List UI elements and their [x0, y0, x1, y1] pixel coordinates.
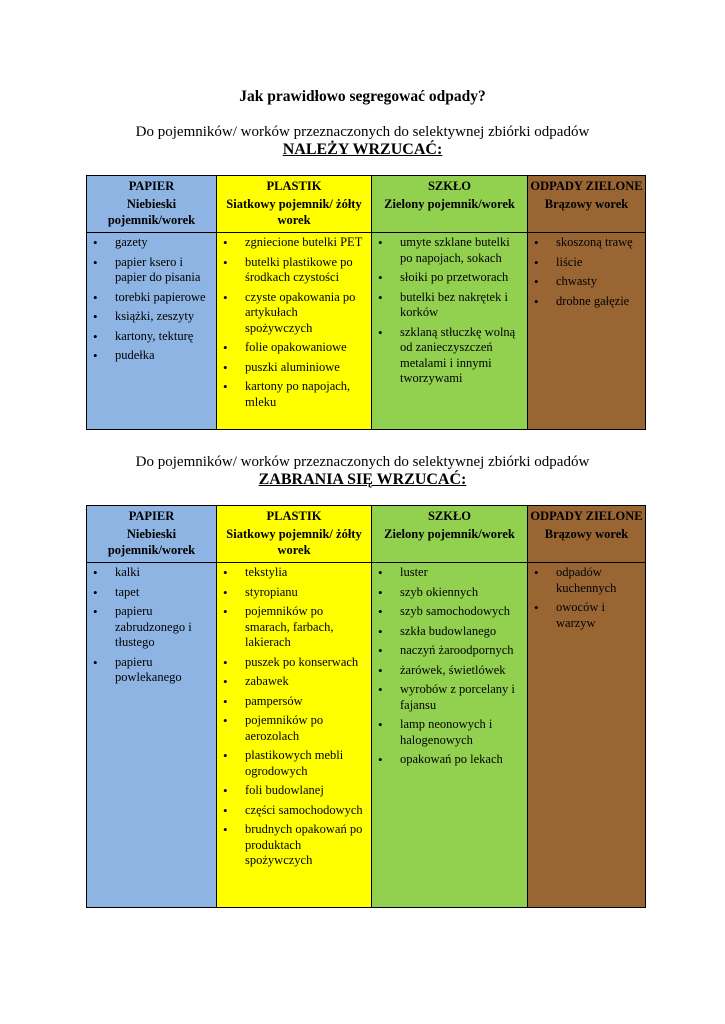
list-item: • opakowań po lekach: [372, 752, 523, 768]
header-zielone-sub: Brązowy worek: [544, 197, 629, 211]
list-item: • książki, zeszyty: [87, 309, 212, 325]
list-item: • puszki aluminiowe: [217, 360, 367, 376]
header-papier-name: PAPIER: [128, 509, 175, 523]
list-item: • tekstylia: [217, 565, 367, 581]
list-item: • kartony, tekturę: [87, 329, 212, 345]
list-item: • pudełka: [87, 348, 212, 364]
list-item: • luster: [372, 565, 523, 581]
list-item: • butelki bez nakrętek i korków: [372, 290, 523, 321]
header-plastik-name: PLASTIK: [266, 509, 322, 523]
forbidden-waste-table: [86, 505, 646, 908]
header-papier: [87, 506, 217, 563]
list-item: • skoszoną trawę: [528, 235, 641, 251]
header-plastik: [217, 176, 372, 233]
list-item: • liście: [528, 255, 641, 271]
allowed-list-papier: [87, 233, 216, 374]
header-papier-sub: Niebieski pojemnik/worek: [107, 197, 196, 227]
list-item: • foli budowlanej: [217, 783, 367, 799]
section2-emphasis: ZABRANIA SIĘ WRZUCAĆ:: [258, 471, 467, 488]
list-item: • żarówek, świetlówek: [372, 663, 523, 679]
header-szklo-name: SZKŁO: [427, 179, 472, 193]
list-item: • styropianu: [217, 585, 367, 601]
list-item: • butelki plastikowe po środkach czystości: [217, 255, 367, 286]
list-item: • wyrobów z porcelany i fajansu: [372, 682, 523, 713]
header-zielone-name: ODPADY ZIELONE: [530, 179, 643, 193]
list-item: • papier ksero i papier do pisania: [87, 255, 212, 286]
list-item: • chwasty: [528, 274, 641, 290]
header-zielone-name: ODPADY ZIELONE: [530, 509, 643, 523]
list-item: • kartony po napojach, mleku: [217, 379, 367, 410]
list-item: • puszek po konserwach: [217, 655, 367, 671]
list-item: • plastikowych mebli ogrodowych: [217, 748, 367, 779]
list-item: • szyb samochodowych: [372, 604, 523, 620]
list-item: • gazety: [87, 235, 212, 251]
forbidden-list-zielone: [528, 563, 645, 641]
list-item: • pojemników po smarach, farbach, lakierach: [217, 604, 367, 651]
allowed-list-plastik: [217, 233, 371, 420]
list-item: • szkła budowlanego: [372, 624, 523, 640]
list-item: • owoców i warzyw: [528, 600, 641, 631]
forbidden-items-row: [87, 563, 646, 908]
header-papier-sub: Niebieski pojemnik/worek: [107, 527, 196, 557]
section2-intro: [0, 453, 725, 489]
forbidden-header-row: [87, 506, 646, 563]
list-item: • drobne gałęzie: [528, 294, 641, 310]
header-szklo-name: SZKŁO: [427, 509, 472, 523]
list-item: • szklaną stłuczkę wolną od zanieczyszczeń metalami i innymi tworzywami: [372, 325, 523, 387]
list-item: • kalki: [87, 565, 212, 581]
allowed-items-row: [87, 233, 646, 430]
header-papier-name: PAPIER: [128, 179, 175, 193]
section1-intro-text: Do pojemników/ worków przeznaczonych do selektywnej zbiórki odpadów: [135, 124, 590, 140]
header-zielone: [528, 506, 646, 563]
header-szklo: [372, 176, 528, 233]
list-item: • folie opakowaniowe: [217, 340, 367, 356]
list-item: • odpadów kuchennych: [528, 565, 641, 596]
allowed-waste-table: [86, 175, 646, 430]
header-szklo: [372, 506, 528, 563]
list-item: • pojemników po aerozolach: [217, 713, 367, 744]
list-item: • czyste opakowania po artykułach spożywczych: [217, 290, 367, 337]
list-item: • naczyń żaroodpornych: [372, 643, 523, 659]
section1-intro: [0, 123, 725, 159]
list-item: • zgniecione butelki PET: [217, 235, 367, 251]
list-item: • części samochodowych: [217, 803, 367, 819]
forbidden-list-plastik: [217, 563, 371, 879]
allowed-header-row: [87, 176, 646, 233]
header-szklo-sub: Zielony pojemnik/worek: [384, 527, 515, 541]
header-szklo-sub: Zielony pojemnik/worek: [384, 197, 515, 211]
section2-intro-text: Do pojemników/ worków przeznaczonych do selektywnej zbiórki odpadów: [135, 454, 590, 470]
list-item: • zabawek: [217, 674, 367, 690]
header-papier: [87, 176, 217, 233]
list-item: • brudnych opakowań po produktach spożywczych: [217, 822, 367, 869]
allowed-list-szklo: [372, 233, 527, 397]
allowed-list-zielone: [528, 233, 645, 319]
header-plastik-name: PLASTIK: [266, 179, 322, 193]
forbidden-list-papier: [87, 563, 216, 696]
header-plastik-sub: Siatkowy pojemnik/ żółty worek: [226, 197, 362, 227]
header-zielone-sub: Brązowy worek: [544, 527, 629, 541]
section1-emphasis: NALEŻY WRZUCAĆ:: [282, 141, 443, 158]
forbidden-list-szklo: [372, 563, 527, 778]
header-plastik: [217, 506, 372, 563]
list-item: • umyte szklane butelki po napojach, sokach: [372, 235, 523, 266]
header-plastik-sub: Siatkowy pojemnik/ żółty worek: [226, 527, 362, 557]
list-item: • pampersów: [217, 694, 367, 710]
header-zielone: [528, 176, 646, 233]
list-item: • lamp neonowych i halogenowych: [372, 717, 523, 748]
list-item: • tapet: [87, 585, 212, 601]
list-item: • papieru zabrudzonego i tłustego: [87, 604, 212, 651]
list-item: • papieru powlekanego: [87, 655, 212, 686]
page-title: Jak prawidłowo segregować odpady?: [239, 88, 486, 105]
list-item: • torebki papierowe: [87, 290, 212, 306]
list-item: • szyb okiennych: [372, 585, 523, 601]
list-item: • słoiki po przetworach: [372, 270, 523, 286]
